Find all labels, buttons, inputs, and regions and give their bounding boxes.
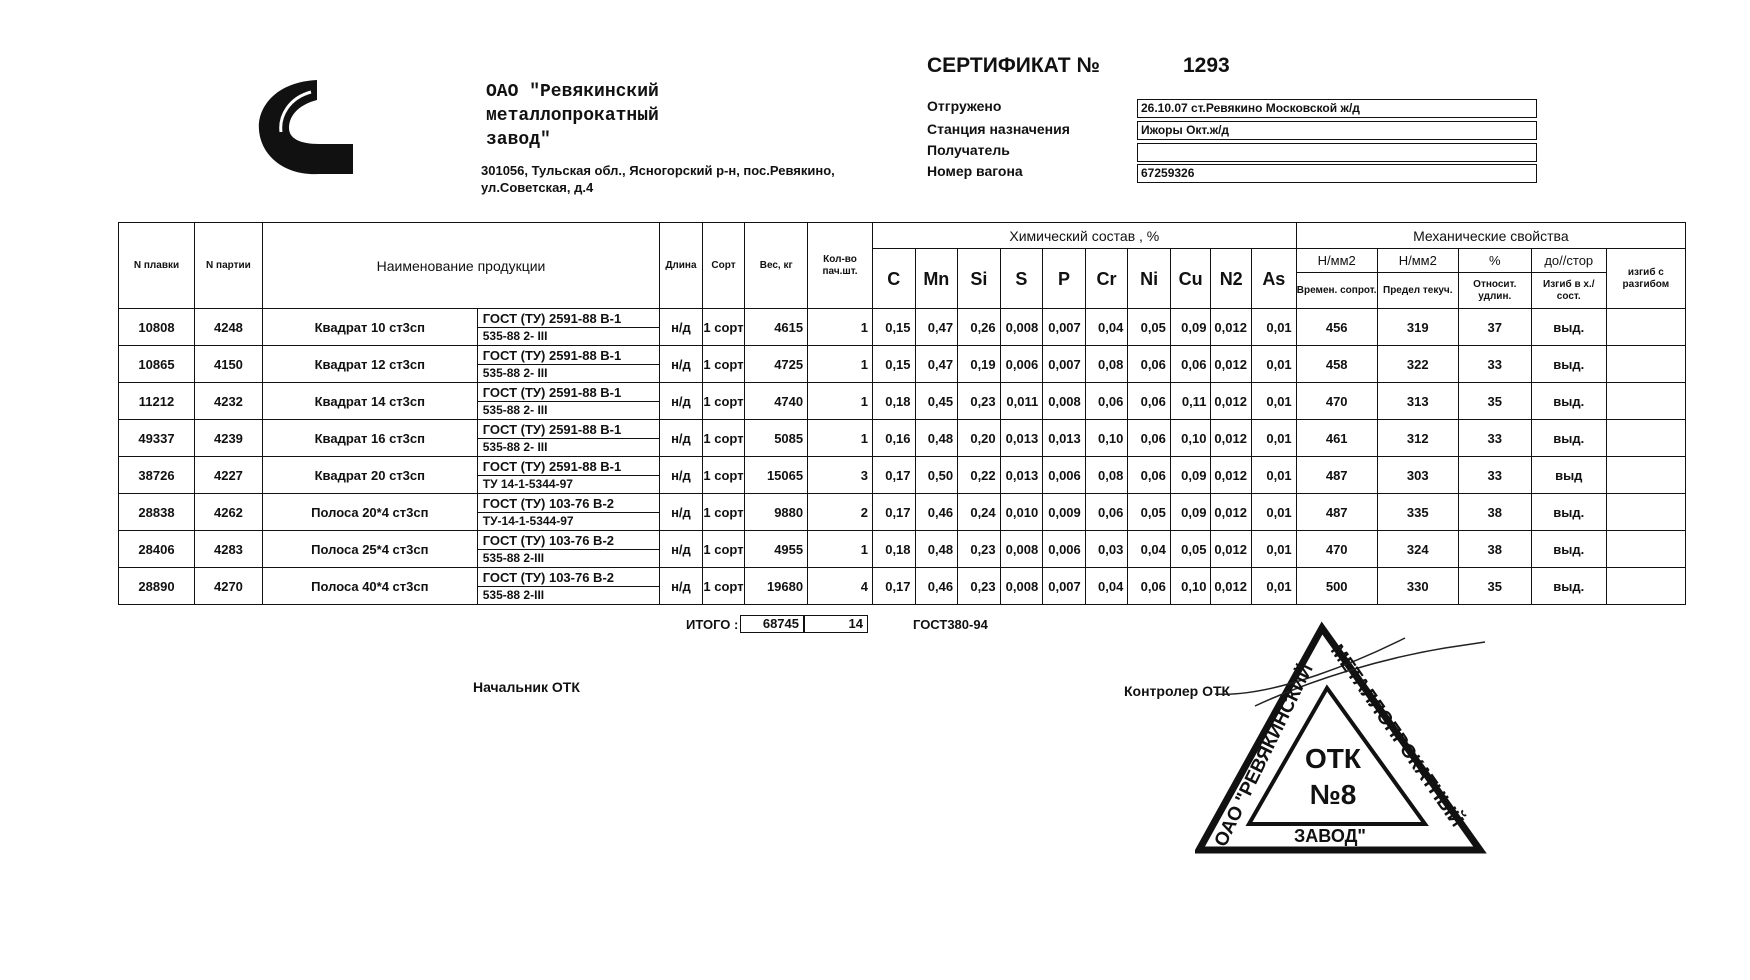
chem-value: 0,06: [1128, 420, 1171, 457]
company-name-line: металлопрокатный: [486, 106, 659, 126]
grade-cell: 1 сорт: [702, 309, 745, 346]
chem-value: 0,06: [1128, 457, 1171, 494]
count-cell: 2: [808, 494, 873, 531]
count-cell: 1: [808, 346, 873, 383]
chem-value: 0,05: [1128, 494, 1171, 531]
mech-value: 500: [1296, 568, 1377, 605]
mech-value: выд.: [1531, 383, 1606, 420]
standard-line: 535-88 2- III: [482, 365, 548, 380]
chem-value: 0,06: [1170, 346, 1211, 383]
grade-cell: 1 сорт: [702, 494, 745, 531]
chem-value: 0,46: [915, 568, 958, 605]
standard-line: ТУ-14-1-5344-97: [482, 513, 574, 528]
header-mechanical-properties: Механические свойства: [1296, 223, 1685, 249]
company-logo: [255, 78, 365, 178]
standard-line: ГОСТ (ТУ) 103-76 В-2: [478, 532, 659, 550]
product-standard: [477, 568, 659, 605]
count-cell: 1: [808, 383, 873, 420]
standard-line: ГОСТ (ТУ) 2591-88 В-1: [478, 458, 659, 476]
chem-value: 0,012: [1211, 494, 1252, 531]
bend-cell: [1606, 420, 1685, 457]
chem-value: 0,11: [1170, 383, 1211, 420]
header-chemical-composition: Химический состав , %: [872, 223, 1296, 249]
weight-cell: 4725: [745, 346, 808, 383]
stamp-left-text: ОАО "РЕВЯКИНСКИЙ: [1210, 660, 1318, 851]
length-cell: н/д: [660, 346, 703, 383]
chem-value: 0,05: [1128, 309, 1171, 346]
wagon-number-value: 67259326: [1137, 164, 1537, 183]
grade-cell: 1 сорт: [702, 383, 745, 420]
stamp-right-text: МЕТАЛЛОПРОКАТНЫЙ: [1325, 640, 1468, 832]
chem-value: 0,15: [872, 309, 915, 346]
length-cell: н/д: [660, 383, 703, 420]
chem-value: 0,15: [872, 346, 915, 383]
header-element: Cr: [1085, 249, 1128, 309]
chem-value: 0,06: [1128, 346, 1171, 383]
chem-value: 0,47: [915, 309, 958, 346]
mech-value: 312: [1377, 420, 1458, 457]
total-standard: ГОСТ380-94: [913, 617, 988, 632]
chem-value: 0,01: [1251, 383, 1296, 420]
header-product: Наименование продукции: [262, 223, 659, 309]
heat-number: 28406: [119, 531, 195, 568]
chem-value: 0,012: [1211, 309, 1252, 346]
mech-value: 303: [1377, 457, 1458, 494]
chem-value: 0,06: [1128, 383, 1171, 420]
count-cell: 1: [808, 420, 873, 457]
mech-value: 470: [1296, 531, 1377, 568]
chem-value: 0,16: [872, 420, 915, 457]
standard-line: ГОСТ (ТУ) 103-76 В-2: [478, 569, 659, 587]
header-bend: изгиб с разгибом: [1606, 249, 1685, 309]
mech-value: 35: [1458, 568, 1531, 605]
mech-value: 35: [1458, 383, 1531, 420]
mech-value: выд.: [1531, 346, 1606, 383]
chem-value: 0,19: [958, 346, 1001, 383]
table-row: [119, 309, 1686, 346]
chem-value: 0,50: [915, 457, 958, 494]
product-name: Полоса 25*4 ст3сп: [262, 531, 477, 568]
header-mech-name: Относит. удлин.: [1458, 273, 1531, 309]
batch-number: 4270: [195, 568, 263, 605]
product-name: Квадрат 20 ст3сп: [262, 457, 477, 494]
chem-value: 0,009: [1043, 494, 1086, 531]
grade-cell: 1 сорт: [702, 420, 745, 457]
length-cell: н/д: [660, 309, 703, 346]
chem-value: 0,18: [872, 383, 915, 420]
product-name: Квадрат 10 ст3сп: [262, 309, 477, 346]
batch-number: 4227: [195, 457, 263, 494]
length-cell: н/д: [660, 420, 703, 457]
chem-value: 0,007: [1043, 346, 1086, 383]
mech-value: 470: [1296, 383, 1377, 420]
certificate-title: СЕРТИФИКАТ №: [927, 54, 1100, 77]
weight-cell: 4740: [745, 383, 808, 420]
mech-value: 487: [1296, 457, 1377, 494]
chem-value: 0,09: [1170, 309, 1211, 346]
weight-cell: 4615: [745, 309, 808, 346]
heat-number: 28838: [119, 494, 195, 531]
weight-cell: 19680: [745, 568, 808, 605]
mech-value: 38: [1458, 494, 1531, 531]
chem-value: 0,008: [1000, 531, 1043, 568]
header-element: C: [872, 249, 915, 309]
product-name: Квадрат 14 ст3сп: [262, 383, 477, 420]
standard-line: 535-88 2-III: [482, 587, 545, 602]
chem-value: 0,17: [872, 494, 915, 531]
standard-line: 535-88 2-III: [482, 550, 545, 565]
chem-value: 0,04: [1085, 309, 1128, 346]
product-standard: [477, 457, 659, 494]
bend-cell: [1606, 494, 1685, 531]
count-cell: 1: [808, 309, 873, 346]
mech-value: 487: [1296, 494, 1377, 531]
bend-cell: [1606, 568, 1685, 605]
shipped-label: Отгружено: [927, 98, 1002, 114]
grade-cell: 1 сорт: [702, 346, 745, 383]
length-cell: н/д: [660, 457, 703, 494]
mech-value: выд.: [1531, 309, 1606, 346]
product-standard: [477, 346, 659, 383]
table-row: [119, 494, 1686, 531]
address-line: 301056, Тульская обл., Ясногорский р-н, пос.Ревякино,: [481, 163, 835, 178]
chem-value: 0,22: [958, 457, 1001, 494]
header-mech-name: Изгиб в х./сост.: [1531, 273, 1606, 309]
chem-value: 0,008: [1043, 383, 1086, 420]
batch-number: 4283: [195, 531, 263, 568]
stamp-bottom-text: ЗАВОД": [1294, 826, 1366, 846]
stamp-number-text: №8: [1309, 779, 1357, 810]
chem-value: 0,006: [1043, 531, 1086, 568]
company-name-line: ОАО "Ревякинский: [486, 82, 659, 102]
chem-value: 0,10: [1170, 568, 1211, 605]
wagon-number-label: Номер вагона: [927, 163, 1023, 179]
product-name: Квадрат 16 ст3сп: [262, 420, 477, 457]
product-name: Полоса 40*4 ст3сп: [262, 568, 477, 605]
chem-value: 0,06: [1085, 383, 1128, 420]
chem-value: 0,23: [958, 531, 1001, 568]
mech-value: 330: [1377, 568, 1458, 605]
table-row: [119, 457, 1686, 494]
mech-value: 461: [1296, 420, 1377, 457]
chem-value: 0,04: [1128, 531, 1171, 568]
mech-value: 313: [1377, 383, 1458, 420]
length-cell: н/д: [660, 531, 703, 568]
mech-value: 33: [1458, 457, 1531, 494]
heat-number: 28890: [119, 568, 195, 605]
chem-value: 0,012: [1211, 383, 1252, 420]
otk-stamp: [1195, 618, 1495, 878]
product-standard: [477, 309, 659, 346]
chem-value: 0,26: [958, 309, 1001, 346]
header-mech-unit: Н/мм2: [1296, 249, 1377, 273]
batch-number: 4239: [195, 420, 263, 457]
company-address: [481, 162, 835, 196]
chem-value: 0,007: [1043, 568, 1086, 605]
weight-cell: 15065: [745, 457, 808, 494]
destination-label: Станция назначения: [927, 121, 1070, 137]
batch-number: 4262: [195, 494, 263, 531]
mech-value: 322: [1377, 346, 1458, 383]
chem-value: 0,09: [1170, 494, 1211, 531]
batch-number: 4150: [195, 346, 263, 383]
weight-cell: 9880: [745, 494, 808, 531]
stamp-otk-text: ОТК: [1305, 743, 1361, 774]
product-standard: [477, 531, 659, 568]
chem-value: 0,09: [1170, 457, 1211, 494]
grade-cell: 1 сорт: [702, 568, 745, 605]
chem-value: 0,008: [1000, 568, 1043, 605]
chem-value: 0,01: [1251, 568, 1296, 605]
chem-value: 0,012: [1211, 568, 1252, 605]
mech-value: 324: [1377, 531, 1458, 568]
chief-otk-label: Начальник ОТК: [473, 679, 580, 695]
mech-value: 38: [1458, 531, 1531, 568]
count-cell: 1: [808, 531, 873, 568]
chem-value: 0,01: [1251, 346, 1296, 383]
chem-value: 0,04: [1085, 568, 1128, 605]
header-element: Cu: [1170, 249, 1211, 309]
weight-cell: 5085: [745, 420, 808, 457]
chem-value: 0,006: [1000, 346, 1043, 383]
chem-value: 0,17: [872, 457, 915, 494]
standard-line: ГОСТ (ТУ) 103-76 В-2: [478, 495, 659, 513]
chem-value: 0,03: [1085, 531, 1128, 568]
mech-value: 33: [1458, 346, 1531, 383]
heat-number: 10808: [119, 309, 195, 346]
chem-value: 0,008: [1000, 309, 1043, 346]
chem-value: 0,013: [1000, 420, 1043, 457]
header-count: Кол-во пач.шт.: [808, 223, 873, 309]
count-cell: 4: [808, 568, 873, 605]
mech-value: выд.: [1531, 568, 1606, 605]
chem-value: 0,10: [1170, 420, 1211, 457]
certificate-table: [118, 222, 1686, 605]
recipient-label: Получатель: [927, 142, 1010, 158]
grade-cell: 1 сорт: [702, 531, 745, 568]
standard-line: 535-88 2- III: [482, 328, 548, 343]
standard-line: 535-88 2- III: [482, 402, 548, 417]
chem-value: 0,012: [1211, 420, 1252, 457]
chem-value: 0,010: [1000, 494, 1043, 531]
bend-cell: [1606, 457, 1685, 494]
bend-cell: [1606, 383, 1685, 420]
header-mech-name: Времен. сопрот.: [1296, 273, 1377, 309]
chem-value: 0,007: [1043, 309, 1086, 346]
total-count: 14: [804, 615, 868, 633]
count-cell: 3: [808, 457, 873, 494]
chem-value: 0,17: [872, 568, 915, 605]
header-mech-unit: Н/мм2: [1377, 249, 1458, 273]
mech-value: выд: [1531, 457, 1606, 494]
shipped-value: 26.10.07 ст.Ревякино Московской ж/д: [1137, 99, 1537, 118]
table-row: [119, 383, 1686, 420]
chem-value: 0,48: [915, 420, 958, 457]
chem-value: 0,013: [1043, 420, 1086, 457]
chem-value: 0,012: [1211, 457, 1252, 494]
heat-number: 49337: [119, 420, 195, 457]
batch-number: 4232: [195, 383, 263, 420]
product-standard: [477, 420, 659, 457]
mech-value: 335: [1377, 494, 1458, 531]
mech-value: 456: [1296, 309, 1377, 346]
destination-value: Ижоры Окт.ж/д: [1137, 121, 1537, 140]
header-batch: N партии: [195, 223, 263, 309]
product-standard: [477, 383, 659, 420]
standard-line: ГОСТ (ТУ) 2591-88 В-1: [478, 384, 659, 402]
chem-value: 0,20: [958, 420, 1001, 457]
table-row: [119, 531, 1686, 568]
standard-line: ГОСТ (ТУ) 2591-88 В-1: [478, 347, 659, 365]
chem-value: 0,08: [1085, 346, 1128, 383]
length-cell: н/д: [660, 494, 703, 531]
chem-value: 0,012: [1211, 346, 1252, 383]
header-element: S: [1000, 249, 1043, 309]
header-element: As: [1251, 249, 1296, 309]
mech-value: выд.: [1531, 420, 1606, 457]
chem-value: 0,24: [958, 494, 1001, 531]
chem-value: 0,01: [1251, 420, 1296, 457]
table-row: [119, 568, 1686, 605]
mech-value: 33: [1458, 420, 1531, 457]
chem-value: 0,08: [1085, 457, 1128, 494]
mech-value: 319: [1377, 309, 1458, 346]
chem-value: 0,18: [872, 531, 915, 568]
recipient-value: [1137, 143, 1537, 162]
header-element: Si: [958, 249, 1001, 309]
mech-value: выд.: [1531, 531, 1606, 568]
bend-cell: [1606, 531, 1685, 568]
header-mech-unit: %: [1458, 249, 1531, 273]
header-element: P: [1043, 249, 1086, 309]
header-mech-name: Предел текуч.: [1377, 273, 1458, 309]
header-element: Mn: [915, 249, 958, 309]
product-name: Полоса 20*4 ст3сп: [262, 494, 477, 531]
chem-value: 0,45: [915, 383, 958, 420]
header-length: Длина: [660, 223, 703, 309]
address-line: ул.Советская, д.4: [481, 180, 594, 195]
header-element: N2: [1211, 249, 1252, 309]
chem-value: 0,01: [1251, 531, 1296, 568]
chem-value: 0,01: [1251, 309, 1296, 346]
mech-value: 458: [1296, 346, 1377, 383]
chem-value: 0,46: [915, 494, 958, 531]
total-weight: 68745: [740, 615, 804, 633]
weight-cell: 4955: [745, 531, 808, 568]
mech-value: выд.: [1531, 494, 1606, 531]
company-name-line: завод": [486, 130, 551, 150]
chem-value: 0,006: [1043, 457, 1086, 494]
standard-line: ТУ 14-1-5344-97: [482, 476, 573, 491]
chem-value: 0,01: [1251, 457, 1296, 494]
chem-value: 0,01: [1251, 494, 1296, 531]
chem-value: 0,47: [915, 346, 958, 383]
standard-line: 535-88 2- III: [482, 439, 548, 454]
chem-value: 0,06: [1085, 494, 1128, 531]
product-standard: [477, 494, 659, 531]
bend-cell: [1606, 309, 1685, 346]
header-heat: N плавки: [119, 223, 195, 309]
chem-value: 0,06: [1128, 568, 1171, 605]
chem-value: 0,23: [958, 568, 1001, 605]
certificate-number: 1293: [1183, 54, 1230, 77]
product-name: Квадрат 12 ст3сп: [262, 346, 477, 383]
batch-number: 4248: [195, 309, 263, 346]
heat-number: 38726: [119, 457, 195, 494]
controller-otk-label: Контролер ОТК: [1124, 683, 1231, 699]
table-row: [119, 346, 1686, 383]
header-mech-unit: до//стор: [1531, 249, 1606, 273]
mech-value: 37: [1458, 309, 1531, 346]
grade-cell: 1 сорт: [702, 457, 745, 494]
total-label: ИТОГО :: [686, 617, 739, 632]
header-weight: Вес, кг: [745, 223, 808, 309]
standard-line: ГОСТ (ТУ) 2591-88 В-1: [478, 421, 659, 439]
company-name: [486, 80, 659, 152]
heat-number: 10865: [119, 346, 195, 383]
chem-value: 0,011: [1000, 383, 1043, 420]
chem-value: 0,10: [1085, 420, 1128, 457]
header-element: Ni: [1128, 249, 1171, 309]
table-row: [119, 420, 1686, 457]
heat-number: 11212: [119, 383, 195, 420]
chem-value: 0,48: [915, 531, 958, 568]
length-cell: н/д: [660, 568, 703, 605]
header-grade: Сорт: [702, 223, 745, 309]
chem-value: 0,23: [958, 383, 1001, 420]
standard-line: ГОСТ (ТУ) 2591-88 В-1: [478, 310, 659, 328]
chem-value: 0,05: [1170, 531, 1211, 568]
bend-cell: [1606, 346, 1685, 383]
chem-value: 0,012: [1211, 531, 1252, 568]
chem-value: 0,013: [1000, 457, 1043, 494]
